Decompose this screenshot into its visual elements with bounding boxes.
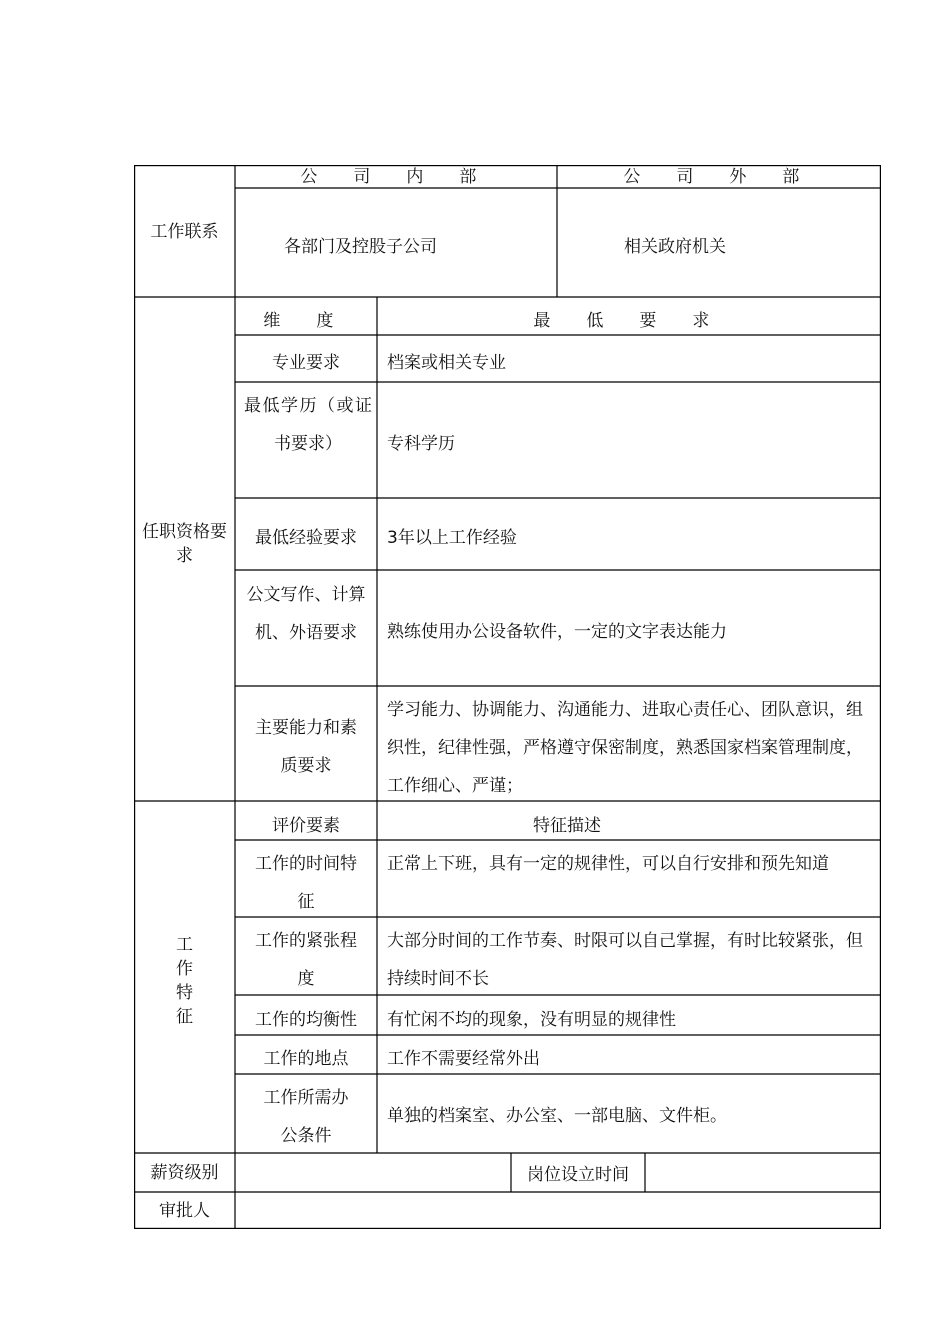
factor-header: 评价要素 (272, 816, 340, 836)
qualifications-label: 任职资格要 求 (142, 522, 227, 566)
contact-label: 工作联系 (150, 222, 219, 242)
description-cell: 单独的档案室、办公室、一部电脑、文件柜。 (387, 1106, 727, 1126)
features-label: 工作特征 (176, 935, 193, 1027)
factor-cell: 工作的均衡性 (255, 1010, 357, 1030)
approver-label: 审批人 (159, 1201, 210, 1221)
factor-cell: 工作的时间特征 (255, 854, 357, 912)
factor-cell: 工作的地点 (263, 1049, 349, 1069)
description-cell: 有忙闲不均的现象，没有明显的规律性 (387, 1010, 676, 1030)
requirement-cell: 档案或相关专业 (387, 353, 506, 373)
description-cell: 正常上下班，具有一定的规律性，可以自行安排和预先知道 (387, 854, 829, 874)
factor-cell: 工作的紧张程 度 (255, 931, 357, 989)
dimension-cell: 最低学历（或证书要求） (244, 396, 372, 454)
dimension-cell: 公文写作、计算机、外语要求 (246, 585, 366, 643)
description-cell: 工作不需要经常外出 (387, 1049, 540, 1069)
internal-contact-value: 各部门及控股子公司 (284, 237, 437, 257)
requirement-cell: 专科学历 (387, 434, 455, 454)
post-established-time-label: 岗位设立时间 (527, 1165, 629, 1185)
requirement-cell: 熟练使用办公设备软件，一定的文字表达能力 (387, 622, 727, 642)
factor-cell: 工作所需办公条件 (263, 1088, 349, 1146)
external-header: 公 司 外 部 (623, 167, 815, 187)
description-cell: 大部分时间的工作节奏、时限可以自己掌握，有时比较紧张，但持续时间不长 (387, 931, 863, 989)
dimension-header: 维 度 (263, 311, 349, 331)
dimension-cell: 专业要求 (272, 353, 340, 373)
requirement-cell: 学习能力、协调能力、沟通能力、进取心责任心、团队意识，组织性，纪律性强，严格遵守保密制度，熟悉国家档案管理制度，工作细心、严谨； (387, 700, 863, 796)
requirement-header: 最 低 要 求 (533, 311, 725, 331)
requirement-cell: 3年以上工作经验 (387, 528, 517, 548)
salary-level-label: 薪资级别 (150, 1163, 219, 1183)
dimension-cell: 主要能力和素质要求 (255, 718, 357, 776)
external-contact-value: 相关政府机关 (624, 237, 726, 257)
dimension-cell: 最低经验要求 (255, 528, 357, 548)
internal-header: 公 司 内 部 (300, 167, 492, 187)
job-description-table (134, 165, 881, 1229)
description-header: 特征描述 (533, 816, 601, 836)
